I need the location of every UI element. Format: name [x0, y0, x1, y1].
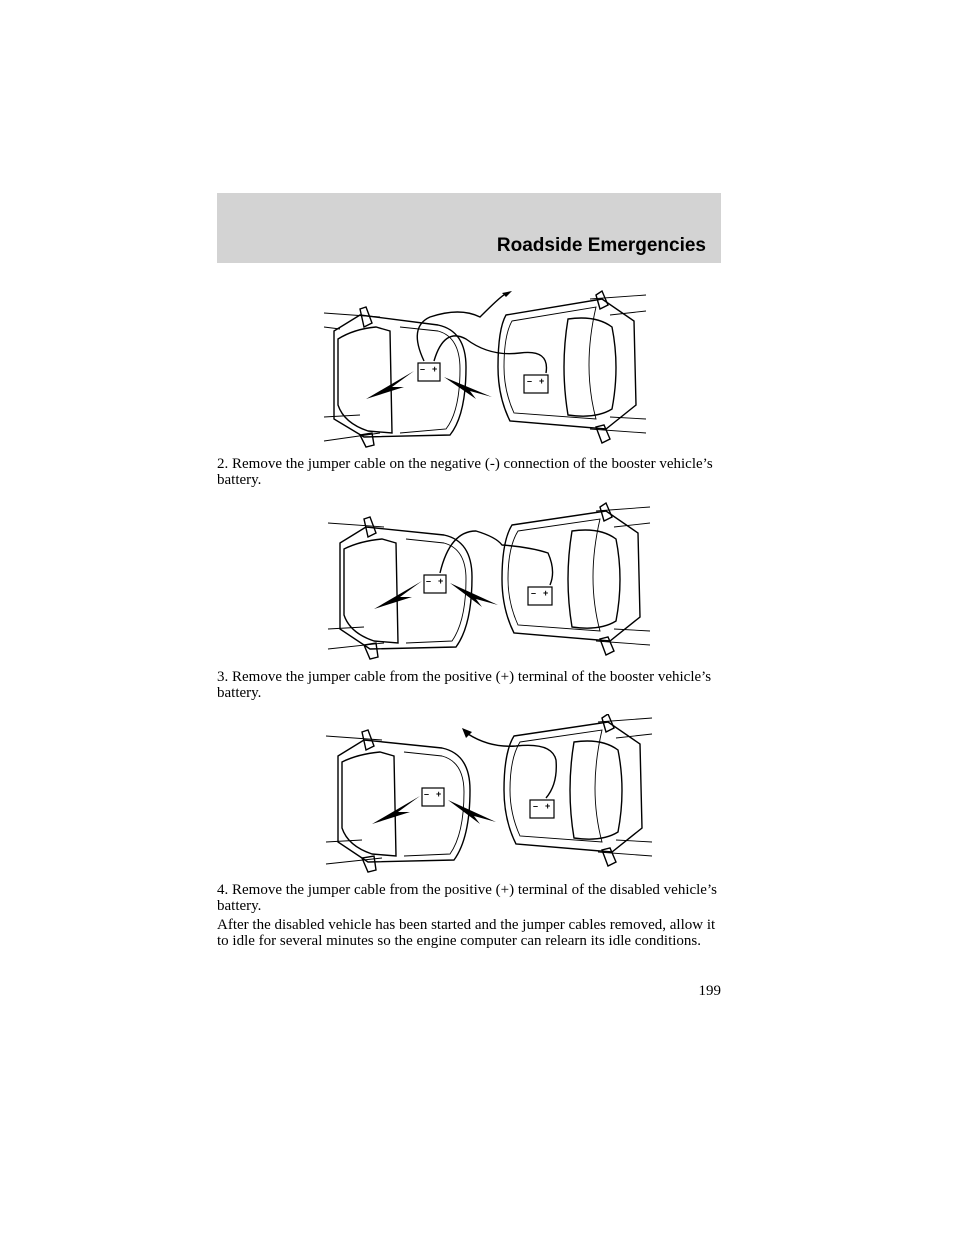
battery-plus-label: +	[545, 801, 551, 811]
after-start-note: After the disabled vehicle has been started and the jumper cables removed, allow it to idle for several minutes so the engine computer can relearn its idle conditions.	[217, 917, 716, 949]
section-title: Roadside Emergencies	[496, 235, 706, 256]
booster-vehicle	[502, 503, 650, 655]
battery-plus-label: +	[432, 364, 438, 374]
booster-battery	[530, 800, 554, 818]
page-number: 199	[698, 983, 721, 999]
spark-symbol-left	[374, 581, 422, 609]
battery-plus-label: +	[539, 376, 545, 386]
booster-vehicle	[498, 291, 646, 443]
jumper-diagram-3	[320, 714, 654, 876]
booster-battery	[528, 587, 552, 605]
spark-symbol-left	[372, 796, 420, 824]
two-vehicles-jumper-illustration	[320, 501, 654, 663]
step-3-text: 3. Remove the jumper cable from the positive (+) terminal of the booster vehicle’s battery.	[217, 669, 712, 701]
disabled-vehicle	[324, 307, 466, 447]
two-vehicles-jumper-illustration	[320, 287, 654, 449]
booster-vehicle	[504, 714, 652, 866]
spark-symbol-right	[444, 377, 492, 399]
battery-plus-label: +	[438, 576, 444, 586]
booster-battery	[524, 375, 548, 393]
battery-plus-label: +	[436, 789, 442, 799]
section-header	[217, 193, 721, 263]
disabled-battery	[424, 575, 446, 593]
battery-minus-label: –	[527, 376, 533, 386]
spark-symbol-right	[448, 800, 496, 824]
spark-symbol-left	[366, 371, 414, 399]
spark-symbol-right	[450, 583, 498, 607]
battery-minus-label: –	[420, 364, 426, 374]
battery-plus-label: +	[543, 588, 549, 598]
step-2-text: 2. Remove the jumper cable on the negative (-) connection of the booster vehicle’s battery.	[217, 456, 713, 488]
disabled-battery	[418, 363, 440, 381]
disabled-battery	[422, 788, 444, 806]
two-vehicles-jumper-illustration	[320, 714, 654, 876]
battery-minus-label: –	[533, 801, 539, 811]
battery-minus-label: –	[426, 576, 432, 586]
jumper-diagram-2	[320, 501, 654, 663]
battery-minus-label: –	[531, 588, 537, 598]
disabled-vehicle	[326, 730, 470, 872]
jumper-diagram-1	[320, 287, 654, 449]
jumper-cables	[440, 531, 553, 585]
jumper-cables	[417, 291, 546, 373]
battery-minus-label: –	[424, 789, 430, 799]
disabled-vehicle	[328, 517, 472, 659]
step-4-text: 4. Remove the jumper cable from the positive (+) terminal of the disabled vehicle’s battery.	[217, 882, 717, 914]
